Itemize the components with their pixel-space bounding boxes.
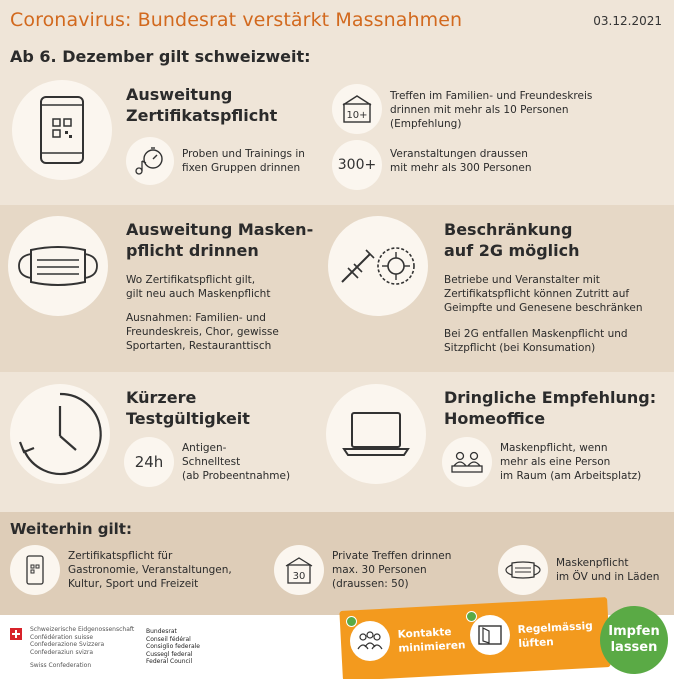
subtitle: Ab 6. Dezember gilt schweizweit: — [10, 47, 311, 66]
phone-qr-icon — [37, 95, 87, 165]
syringe-virus-icon — [336, 242, 420, 290]
weiterhin-item1-text: Zertifikatspflicht für Gastronomie, Veranstaltungen, Kultur, Sport und Freizeit — [68, 550, 232, 590]
svg-text:10+: 10+ — [346, 110, 368, 121]
clock-icon — [14, 388, 106, 480]
phone-icon-circle — [12, 80, 112, 180]
confederation-logo-text: Schweizerische Eidgenossenschaft Confédération suisse Confederazione Svizzera Confederaziun svizra Swiss Confederation — [30, 626, 135, 669]
bundesrat-logo-text: Bundesrat Conseil fédéral Consiglio federale Cussegl federal Federal Council — [146, 628, 200, 665]
page-title: Coronavirus: Bundesrat verstärkt Massnahmen — [10, 9, 463, 31]
svg-text:30: 30 — [292, 571, 306, 582]
clock-icon-circle — [10, 384, 110, 484]
treffen-text: Treffen im Familien- und Freundeskreis drinnen mit mehr als 10 Personen (Empfehlung) — [390, 90, 593, 130]
2g-p2: Bei 2G entfallen Maskenpflicht und Sitzpflicht (bei Konsumation) — [444, 328, 628, 354]
masken-p2: Ausnahmen: Familien- und Freundeskreis, Chor, gewisse Sportarten, Restauranttisch — [126, 312, 279, 352]
swiss-flag-icon — [10, 628, 22, 640]
training-icon-circle — [126, 137, 174, 185]
stopwatch-music-icon — [133, 146, 167, 176]
homeoffice-text: Maskenpflicht, wenn mehr als eine Person im Raum (am Arbeitsplatz) — [500, 442, 642, 482]
veranstaltung-text: Veranstaltungen draussen mit mehr als 300 Personen — [390, 148, 532, 174]
contacts-icon-circle — [350, 621, 390, 661]
weiterhin-mask-circle — [498, 545, 548, 595]
veranstaltung-icon-circle — [332, 140, 382, 190]
people-group-icon — [355, 629, 385, 653]
date: 03.12.2021 — [593, 14, 662, 28]
house-10-icon — [340, 94, 374, 124]
weiterhin-item2-text: Private Treffen drinnen max. 30 Personen (draussen: 50) — [332, 550, 452, 590]
24h-icon-circle — [124, 437, 174, 487]
mask-icon-circle — [8, 216, 108, 316]
check-icon-1 — [346, 616, 357, 627]
vaccine-icon-circle — [328, 216, 428, 316]
phone-qr-small-icon — [25, 555, 45, 585]
face-mask-icon — [15, 240, 101, 292]
masken-title: Ausweitung Masken- pflicht drinnen — [126, 220, 314, 260]
2g-title: Beschränkung auf 2G möglich — [444, 220, 580, 260]
proben-text: Proben und Trainings in fixen Gruppen drinnen — [182, 148, 305, 174]
24h-icon: 24h — [134, 453, 164, 471]
2g-p1: Betriebe und Veranstalter mit Zertifikatspflicht können Zutritt auf Geimpfte und Genesene beschränken — [444, 274, 643, 314]
laptop-icon-circle — [326, 384, 426, 484]
window-icon — [477, 624, 503, 646]
weiterhin-item3-text: Maskenpflicht im ÖV und in Läden — [556, 557, 660, 583]
check-icon-2 — [466, 611, 477, 622]
treffen-icon-circle — [332, 84, 382, 134]
impfen-badge: Impfen lassen — [600, 606, 668, 674]
face-mask-small-icon — [505, 559, 541, 581]
kontakte-text: Kontakte minimieren — [397, 625, 466, 655]
zertifikat-title: Ausweitung Zertifikatspflicht — [126, 85, 278, 125]
laptop-icon — [340, 409, 412, 459]
weiterhin-house-circle — [274, 545, 324, 595]
lueften-text: Regelmässig lüften — [517, 620, 593, 650]
300-plus-icon: 300+ — [337, 157, 377, 173]
masken-p1: Wo Zertifikatspflicht gilt, gilt neu auch Maskenpflicht — [126, 274, 271, 300]
test-title: Kürzere Testgültigkeit — [126, 388, 250, 428]
office-icon-circle — [442, 437, 492, 487]
test-text: Antigen- Schnelltest (ab Probeentnahme) — [182, 442, 291, 482]
house-30-icon — [284, 556, 314, 584]
weiterhin-title: Weiterhin gilt: — [10, 520, 132, 538]
people-desk-icon — [450, 450, 484, 474]
homeoffice-title: Dringliche Empfehlung: Homeoffice — [444, 388, 657, 428]
weiterhin-phone-circle — [10, 545, 60, 595]
window-icon-circle — [470, 615, 510, 655]
